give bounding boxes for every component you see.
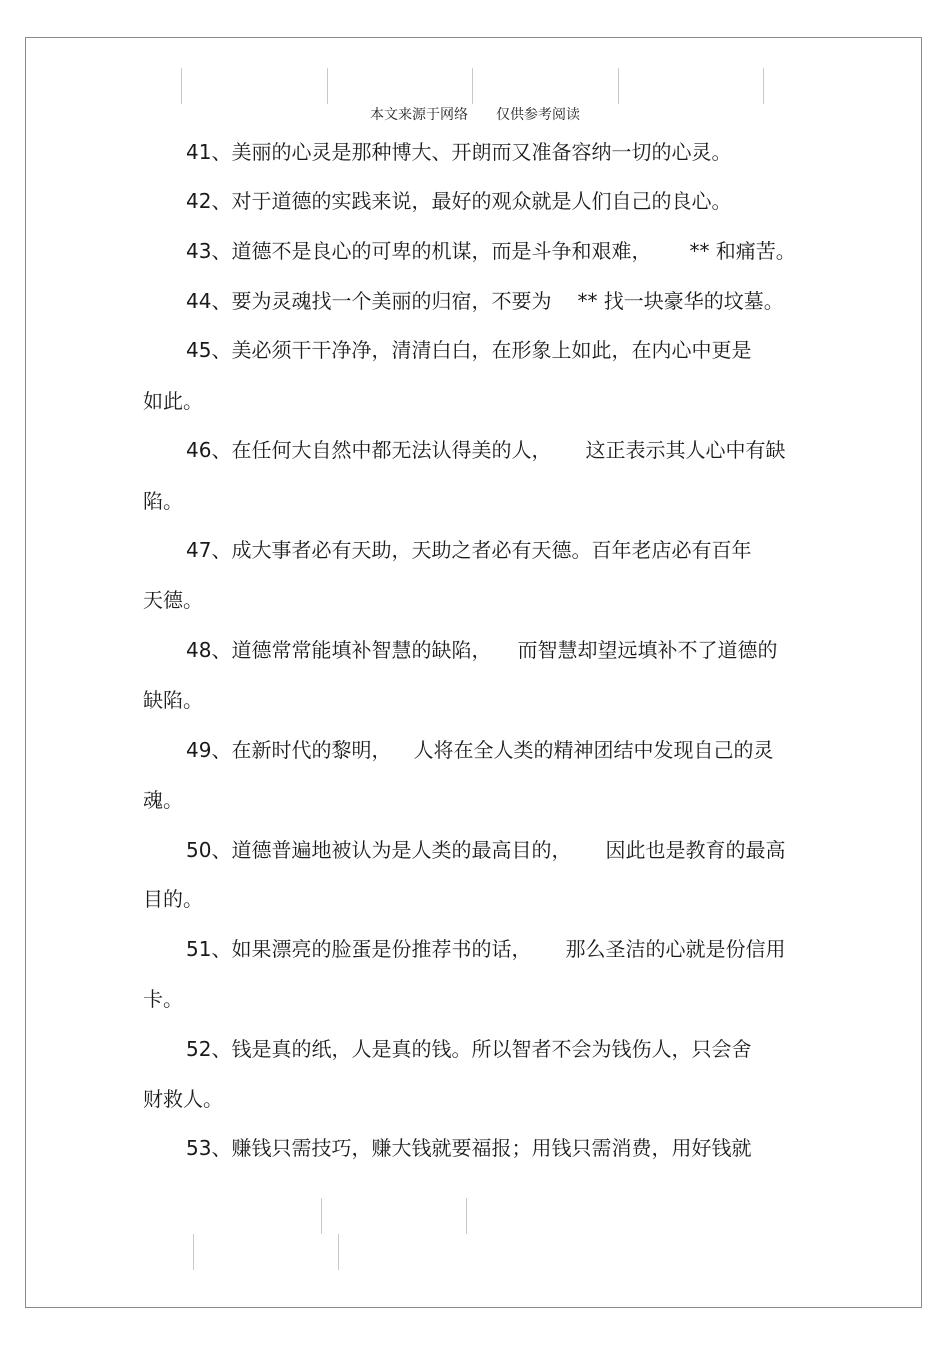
header-rule — [472, 68, 473, 104]
item-text: 钱是真的纸，人是真的钱。所以智者不会为钱伤人，只会舍 — [231, 1037, 752, 1061]
list-item-45-cont — [143, 389, 203, 413]
header-rule — [181, 68, 182, 104]
list-item-46 — [186, 438, 785, 462]
list-item-52 — [186, 1037, 751, 1061]
item-text: 在任何大自然中都无法认得美的人， — [231, 438, 552, 462]
list-item-52-cont — [143, 1087, 223, 1111]
item-text: 道德常常能填补智慧的缺陷， — [231, 638, 492, 662]
item-text: 卡。 — [143, 987, 183, 1011]
item-text: 要为灵魂找一个美丽的归宿，不要为 — [231, 289, 552, 313]
list-item-46-cont — [143, 489, 183, 513]
item-number: 46、 — [186, 438, 232, 462]
item-number: 51、 — [186, 937, 232, 961]
list-item-48-cont — [143, 688, 203, 712]
item-number: 48、 — [186, 638, 232, 662]
list-item-47 — [186, 538, 751, 562]
item-text: 对于道德的实践来说，最好的观众就是人们自己的良心。 — [231, 189, 732, 213]
item-number: 41、 — [186, 140, 232, 164]
item-text: ** 和痛苦。 — [689, 239, 796, 263]
footer-rule — [321, 1198, 322, 1234]
item-text: ** 找一块豪华的坟墓。 — [577, 289, 784, 313]
header-rule — [327, 68, 328, 104]
item-text: 道德不是良心的可卑的机谋，而是斗争和艰难， — [231, 239, 652, 263]
header-rule — [618, 68, 619, 104]
list-item-50-cont — [143, 887, 203, 911]
item-text: 那么圣洁的心就是份信用 — [565, 937, 786, 961]
item-number: 53、 — [186, 1136, 232, 1160]
page-header — [0, 104, 950, 124]
list-item-41 — [186, 140, 731, 164]
item-number: 47、 — [186, 538, 232, 562]
footer-rule — [193, 1234, 194, 1270]
item-text: 财救人。 — [143, 1087, 223, 1111]
list-item-49-cont — [143, 788, 183, 812]
item-number: 44、 — [186, 289, 232, 313]
item-text: 这正表示其人心中有缺 — [585, 438, 786, 462]
item-text: 如此。 — [143, 389, 203, 413]
list-item-47-cont — [143, 588, 203, 612]
item-text: 缺陷。 — [143, 688, 203, 712]
item-text: 在新时代的黎明， — [231, 738, 392, 762]
item-text: 天德。 — [143, 588, 203, 612]
item-number: 52、 — [186, 1037, 232, 1061]
item-text: 如果漂亮的脸蛋是份推荐书的话， — [231, 937, 532, 961]
item-text: 而智慧却望远填补不了道德的 — [517, 638, 778, 662]
reference-note: 仅供参考阅读 — [496, 107, 580, 123]
footer-rule — [466, 1198, 467, 1234]
item-number: 42、 — [186, 189, 232, 213]
item-text: 人将在全人类的精神团结中发现自己的灵 — [413, 738, 774, 762]
footer-rule — [338, 1234, 339, 1270]
list-item-49 — [186, 738, 773, 762]
item-number: 45、 — [186, 338, 232, 362]
list-item-43 — [186, 239, 796, 263]
item-number: 49、 — [186, 738, 232, 762]
header-rule — [763, 68, 764, 104]
item-text: 美必须干干净净，清清白白，在形象上如此，在内心中更是 — [231, 338, 752, 362]
item-text: 陷。 — [143, 489, 183, 513]
item-text: 美丽的心灵是那种博大、开朗而又准备容纳一切的心灵。 — [231, 140, 732, 164]
list-item-53 — [186, 1136, 751, 1160]
item-text: 魂。 — [143, 788, 183, 812]
list-item-50 — [186, 838, 785, 862]
item-number: 50、 — [186, 838, 232, 862]
list-item-42 — [186, 189, 731, 213]
item-text: 赚钱只需技巧，赚大钱就要福报；用钱只需消费，用好钱就 — [231, 1136, 752, 1160]
list-item-48 — [186, 638, 777, 662]
page-frame — [25, 37, 922, 1308]
item-text: 目的。 — [143, 887, 203, 911]
item-text: 成大事者必有天助，天助之者必有天德。百年老店必有百年 — [231, 538, 752, 562]
list-item-51 — [186, 937, 785, 961]
source-note: 本文来源于网络 — [370, 107, 468, 123]
item-number: 43、 — [186, 239, 232, 263]
list-item-45 — [186, 338, 751, 362]
list-item-51-cont — [143, 987, 183, 1011]
item-text: 道德普遍地被认为是人类的最高目的， — [231, 838, 572, 862]
list-item-44 — [186, 289, 784, 313]
item-text: 因此也是教育的最高 — [605, 838, 786, 862]
